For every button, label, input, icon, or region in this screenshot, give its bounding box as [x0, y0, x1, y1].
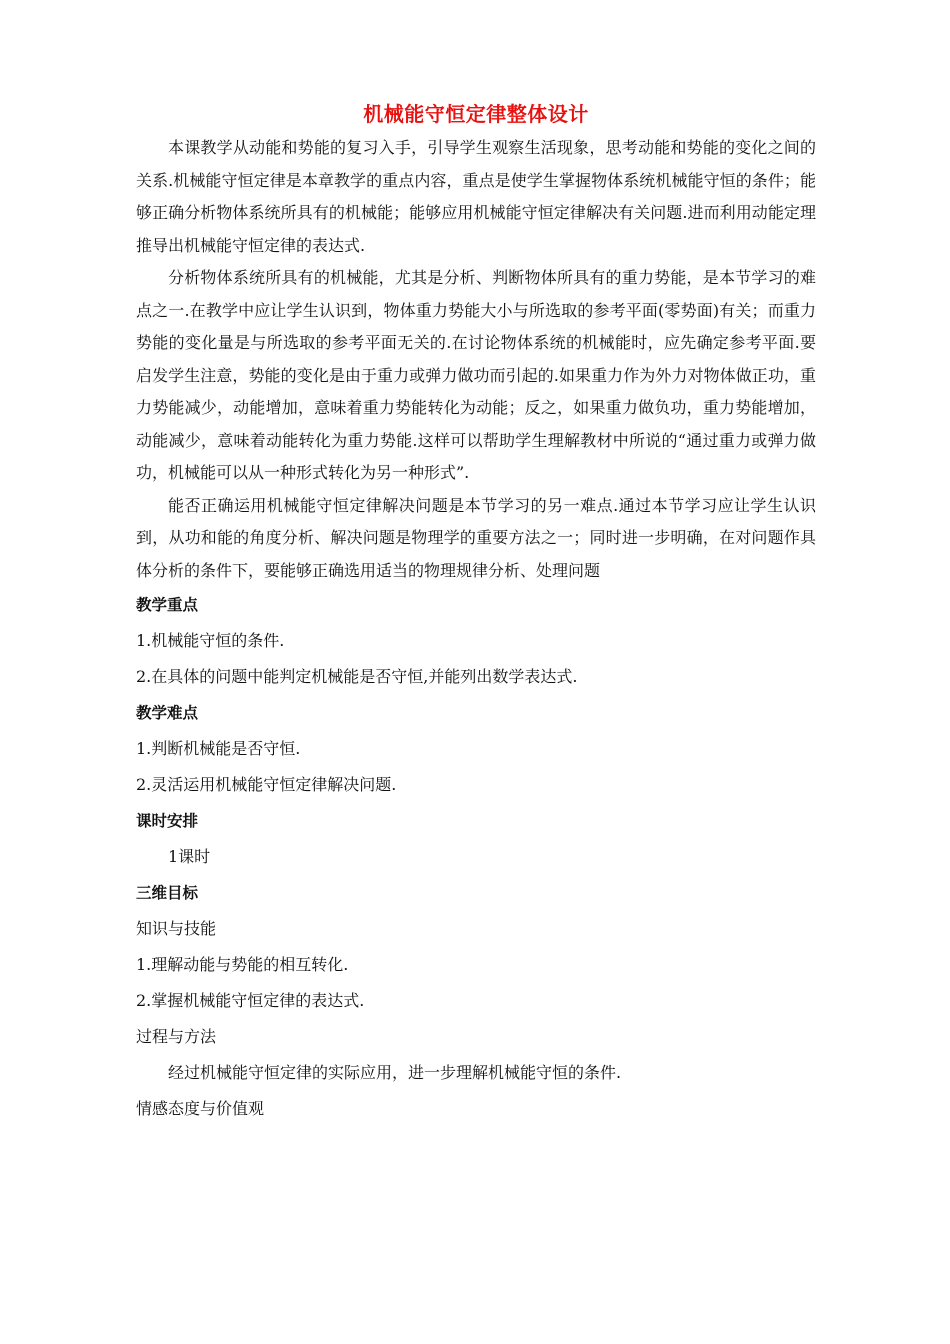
knowledge-item: 2.掌握机械能守恒定律的表达式.	[136, 991, 365, 1010]
difficult-points-heading: 教学难点	[136, 704, 199, 722]
knowledge-label: 知识与技能	[136, 919, 217, 938]
schedule-heading: 课时安排	[136, 812, 199, 830]
difficult-point-item: 2.灵活运用机械能守恒定律解决问题.	[136, 775, 397, 794]
document-title: 机械能守恒定律整体设计	[363, 102, 589, 126]
process-label: 过程与方法	[136, 1027, 217, 1046]
emotion-label: 情感态度与价值观	[136, 1099, 265, 1118]
process-text: 经过机械能守恒定律的实际应用，进一步理解机械能守恒的条件.	[168, 1063, 622, 1082]
intro-paragraph-3: 能否正确运用机械能守恒定律解决问题是本节学习的另一难点.通过本节学习应让学生认识到，从功和能的角度分析、解决问题是物理学的重要方法之一；同时进一步明确，在对问题作具体分析的条件下，要能够正确选用适当的物理规律分析、处理问题	[136, 495, 816, 580]
intro-paragraph-2: 分析物体系统所具有的机械能，尤其是分析、判断物体所具有的重力势能，是本节学习的难点之一.在教学中应让学生认识到，物体重力势能大小与所选取的参考平面(零势面)有关；而重力势能的变化量是与所选取的参考平面无关的.在讨论物体系统的机械能时，应先确定参考平面.要启发学生注意，势能的变化是由于重力或弹力做功而引起的.如果重力作为外力对物体做正功，重力势能减少，动能增加，意味着重力势能转化为动能；反之，如果重力做负功，重力势能增加，动能减少，意味着动能转化为重力势能.这样可以帮助学生理解教材中所说的“通过重力或弹力做功，机械能可以从一种形式转化为另一种形式”.	[136, 268, 816, 482]
document-page	[136, 100, 816, 1127]
intro-paragraph-1: 本课教学从动能和势能的复习入手，引导学生观察生活现象，思考动能和势能的变化之间的关系.机械能守恒定律是本章教学的重点内容，重点是使学生掌握物体系统机械能守恒的条件；能够正确分析物体系统所具有的机械能；能够应用机械能守恒定律解决有关问题.进而利用动能定理推导出机械能守恒定律的表达式.	[136, 138, 816, 255]
schedule-text: 1课时	[168, 847, 211, 866]
key-points-heading: 教学重点	[136, 596, 199, 614]
knowledge-item: 1.理解动能与势能的相互转化.	[136, 955, 349, 974]
key-point-item: 1.机械能守恒的条件.	[136, 631, 285, 650]
objectives-heading: 三维目标	[136, 884, 199, 902]
difficult-point-item: 1.判断机械能是否守恒.	[136, 739, 301, 758]
key-point-item: 2.在具体的问题中能判定机械能是否守恒,并能列出数学表达式.	[136, 667, 578, 686]
